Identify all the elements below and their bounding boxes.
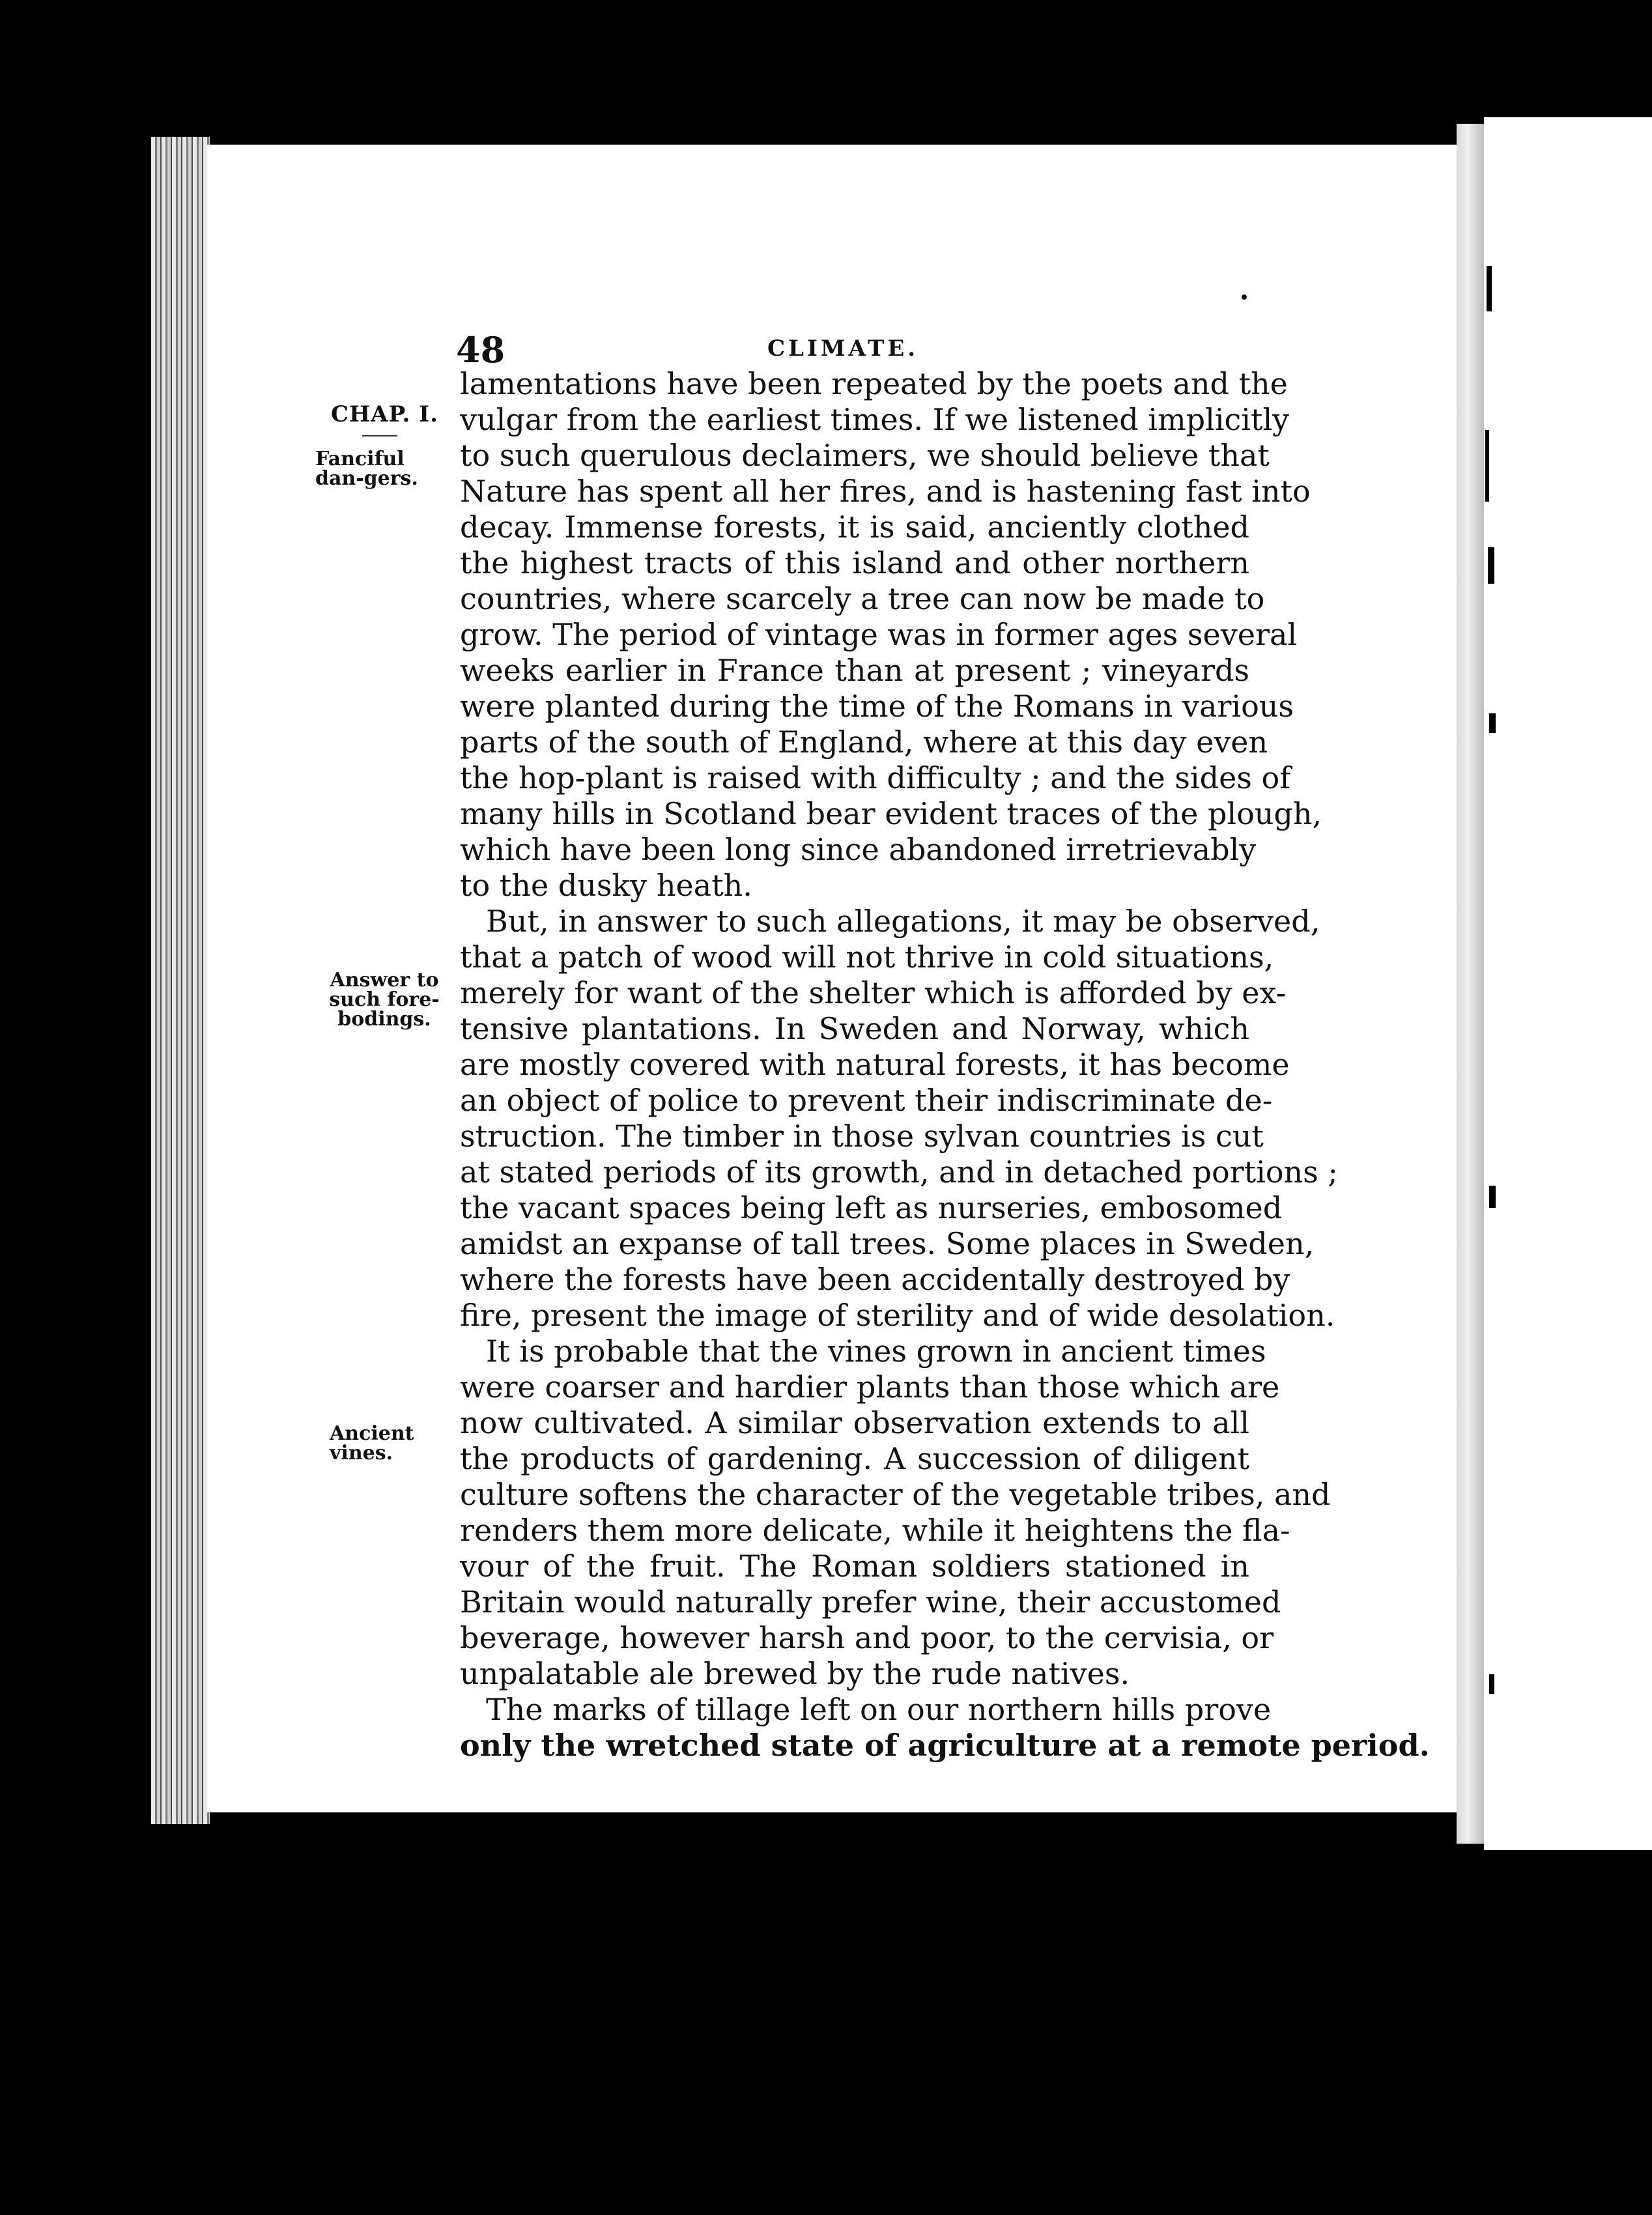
facing-page-mark (1489, 1674, 1494, 1694)
text-line: Britain would naturally prefer wine, their accustomed (460, 1584, 1281, 1620)
text-line: vulgar from the earliest times. If we listened implicitly (460, 402, 1290, 437)
text-line: struction. The timber in those sylvan countries is cut (460, 1119, 1264, 1154)
text-line: merely for want of the shelter which is afforded by ex- (460, 975, 1287, 1010)
facing-page-mark (1488, 547, 1494, 584)
text-line: only the wretched state of agriculture at a remote period. (460, 1728, 1430, 1763)
text-line: that a patch of wood will not thrive in cold situations, (460, 939, 1274, 975)
facing-page-mark (1485, 430, 1489, 502)
text-line: now cultivated. A similar observation extends to all (460, 1405, 1249, 1440)
running-head (456, 329, 1251, 371)
text-line: tensive plantations. In Sweden and Norway, which (460, 1011, 1249, 1046)
text-line: grow. The period of vintage was in former ages several (460, 617, 1298, 652)
text-line: renders them more delicate, while it heightens the fla- (460, 1513, 1290, 1548)
text-line: at stated periods of its growth, and in detached portions ; (460, 1154, 1338, 1190)
page-stack-edge (151, 137, 210, 1824)
text-line: fire, present the image of sterility and of wide desolation. (460, 1298, 1335, 1333)
text-line: many hills in Scotland bear evident traces of the plough, (460, 796, 1322, 831)
ink-speck (1242, 294, 1247, 300)
text-line: countries, where scarcely a tree can now be made to (460, 581, 1265, 616)
text-line: It is probable that the vines grown in ancient times (486, 1334, 1266, 1369)
text-line: The marks of tillage left on our northern hills prove (486, 1692, 1272, 1727)
text-line: are mostly covered with natural forests, it has become (460, 1047, 1290, 1082)
page-number: 48 (456, 329, 506, 371)
margin-note: Fanciful dan-gers. (315, 448, 418, 490)
text-line: Nature has spent all her fires, and is hastening fast into (460, 474, 1311, 509)
text-line: culture softens the character of the vegetable tribes, and (460, 1477, 1331, 1512)
text-line: the vacant spaces being left as nurseries, embosomed (460, 1190, 1283, 1225)
text-line: decay. Immense forests, it is said, anciently clothed (460, 509, 1249, 545)
facing-page-mark (1489, 1186, 1496, 1208)
running-title: CLIMATE. (767, 336, 919, 362)
text-line: were coarser and hardier plants than those which are (460, 1369, 1280, 1405)
text-line: to the dusky heath. (460, 868, 752, 903)
body-text (460, 366, 1430, 1764)
text-line: an object of police to prevent their indiscriminate de- (460, 1083, 1273, 1118)
text-line: where the forests have been accidentally destroyed by (460, 1262, 1290, 1297)
text-line: the highest tracts of this island and other northern (460, 545, 1249, 580)
text-line: vour of the fruit. The Roman soldiers stationed in (460, 1549, 1249, 1584)
facing-page-mark (1487, 266, 1492, 311)
text-line: the products of gardening. A succession of diligent (460, 1441, 1249, 1476)
text-line: weeks earlier in France than at present ; vineyards (460, 653, 1249, 688)
text-line: which have been long since abandoned irretrievably (460, 832, 1257, 867)
chapter-rule (362, 435, 397, 436)
text-line: the hop-plant is raised with difficulty ; and the sides of (460, 760, 1291, 795)
margin-note: Answer to such fore-bodings. (329, 969, 440, 1031)
text-line: to such querulous declaimers, we should believe that (460, 438, 1270, 473)
margin-note: Ancient vines. (330, 1422, 414, 1465)
text-line: unpalatable ale brewed by the rude natives. (460, 1656, 1130, 1691)
text-line: were planted during the time of the Romans in various (460, 689, 1294, 724)
text-line: parts of the south of England, where at this day even (460, 724, 1268, 760)
text-line: But, in answer to such allegations, it may be observed, (486, 904, 1320, 939)
text-line: lamentations have been repeated by the poets and the (460, 366, 1288, 401)
facing-page-mark (1489, 713, 1496, 733)
chapter-label: CHAP. I. (331, 401, 438, 427)
text-line: amidst an expanse of tall trees. Some places in Sweden, (460, 1226, 1315, 1261)
facing-page (1484, 117, 1652, 1850)
book-gutter (1457, 124, 1484, 1844)
text-line: beverage, however harsh and poor, to the cervisia, or (460, 1620, 1274, 1655)
